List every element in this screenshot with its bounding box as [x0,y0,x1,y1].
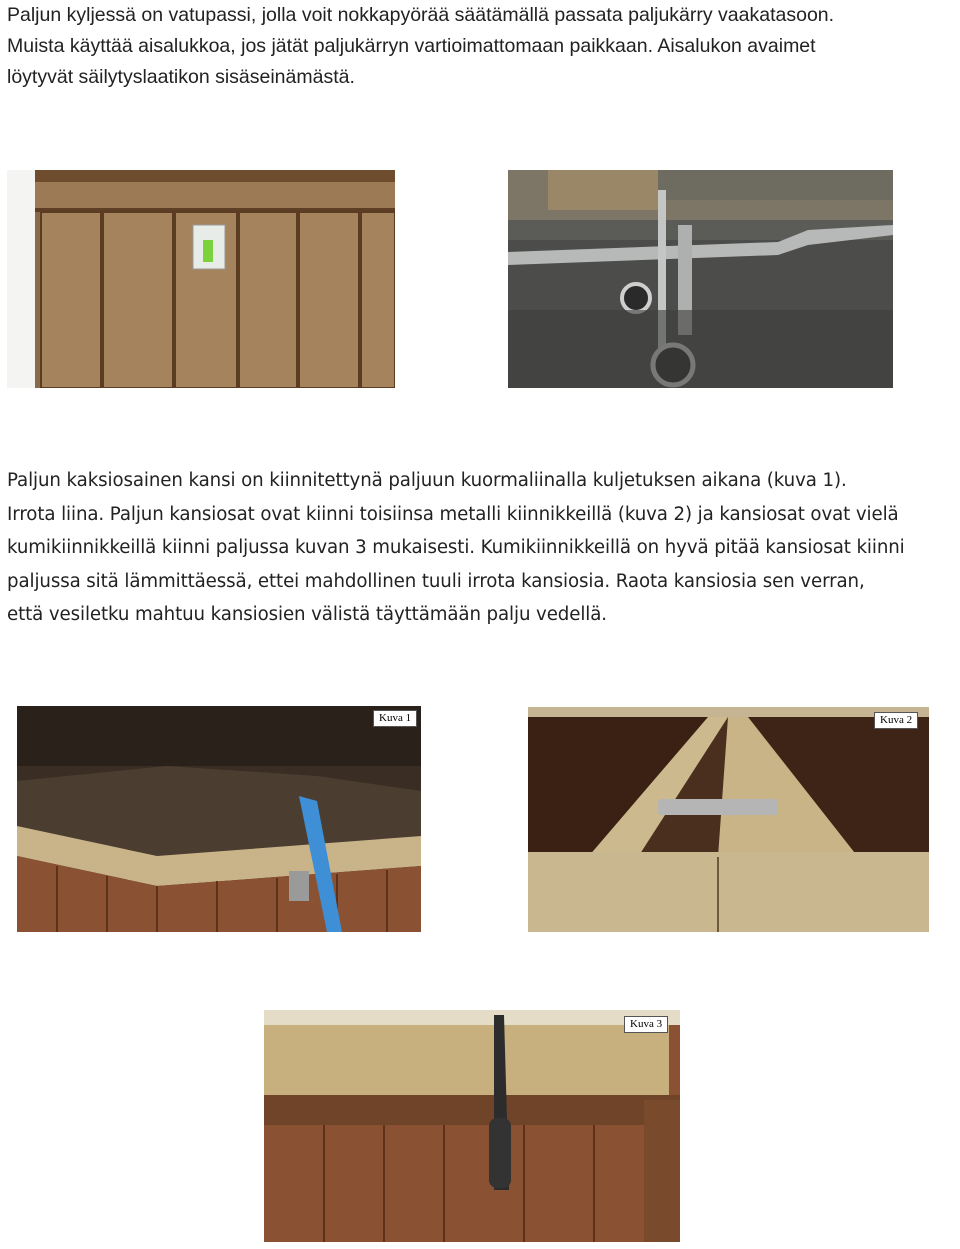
intro-line-2: Muista käyttää aisalukkoa, jos jätät paljukärryn vartioimattomaan paikkaan. Aisalukon avaimet [7,35,816,57]
kuva-2-photo [528,707,929,932]
instructions-line-1: Paljun kaksiosainen kansi on kiinnitettynä paljuun kuormaliinalla kuljetuksen aikana (kuva 1). [7,470,847,491]
instructions-paragraph [7,464,959,632]
instructions-line-5: että vesiletku mahtuu kansiosien välistä täyttämään palju vedellä. [7,604,607,625]
kuva-1-photo [17,706,421,932]
instructions-line-3: kumikiinnikkeillä kiinni paljussa kuvan 3 mukaisesti. Kumikiinnikkeillä on hyvä pitää kansiosat kiinni [7,537,905,558]
intro-paragraph [7,0,952,93]
intro-line-3: löytyvät säilytyslaatikon sisäseinämästä. [7,66,355,88]
spirit-level-photo [7,170,395,388]
kuva-3-caption: Kuva 3 [624,1016,668,1033]
kuva-1-caption: Kuva 1 [373,710,417,727]
trailer-wheel-photo [508,170,893,388]
instructions-line-2: Irrota liina. Paljun kansiosat ovat kiinni toisiinsa metalli kiinnikkeillä (kuva 2) ja kansiosat ovat vielä [7,503,899,525]
instructions-line-4: paljussa sitä lämmittäessä, ettei mahdollinen tuuli irrota kansiosia. Raota kansiosia sen verran, [7,570,865,592]
kuva-2-caption: Kuva 2 [874,712,918,729]
intro-line-1: Paljun kyljessä on vatupassi, jolla voit nokkapyörää säätämällä passata paljukärry vaakatasoon. [7,4,835,26]
kuva-3-photo [264,1010,680,1242]
